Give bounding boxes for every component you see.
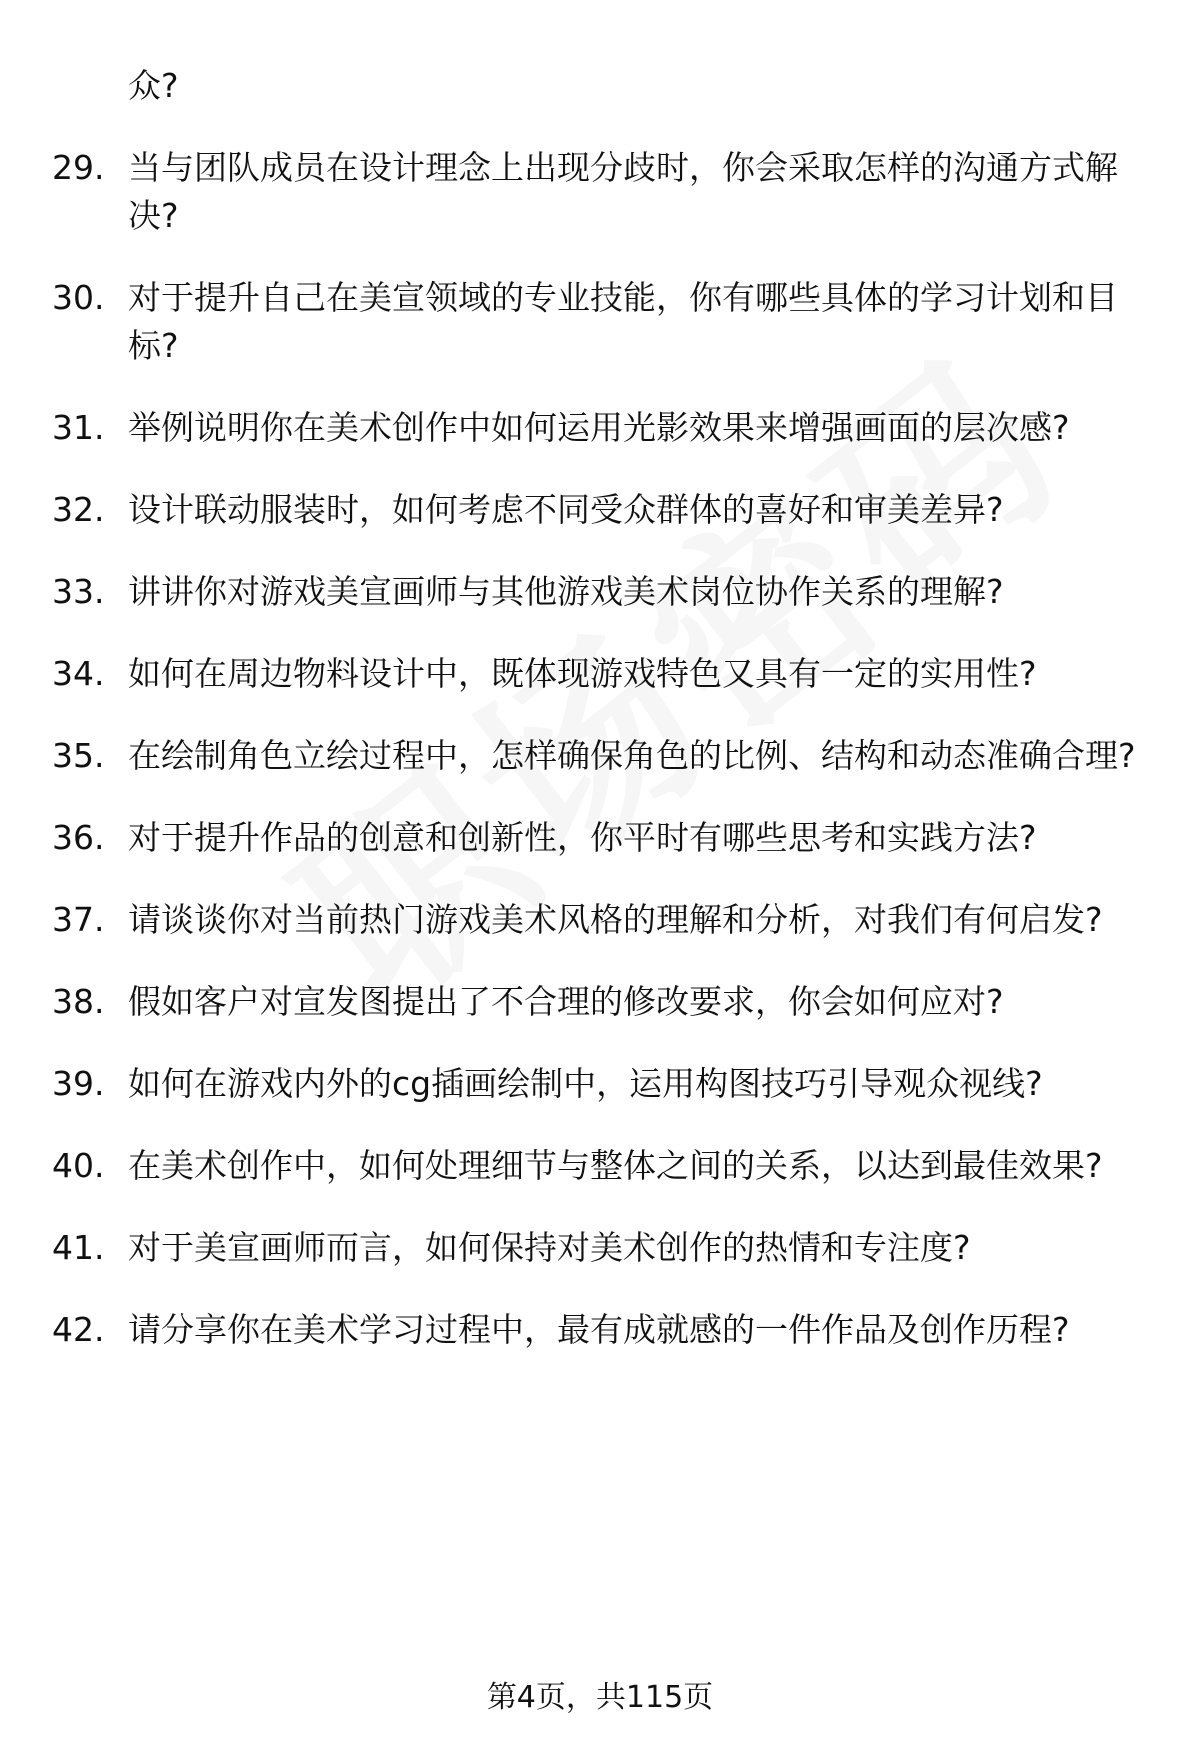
question-text: 对于美宣画师而言，如何保持对美术创作的热情和专注度? <box>128 1228 971 1267</box>
page-footer: 第4页，共115页 <box>486 1680 714 1715</box>
question-item <box>0 1142 1200 1190</box>
question-item <box>0 896 1200 944</box>
question-item <box>0 1306 1200 1354</box>
question-text: 在美术创作中，如何处理细节与整体之间的关系，以达到最佳效果? <box>128 1146 1103 1185</box>
question-item <box>0 486 1200 534</box>
question-text: 假如客户对宣发图提出了不合理的修改要求，你会如何应对? <box>128 982 1004 1021</box>
question-text: 如何在周边物料设计中，既体现游戏特色又具有一定的实用性? <box>128 654 1037 693</box>
question-text: 设计联动服装时，如何考虑不同受众群体的喜好和审美差异? <box>128 490 1004 529</box>
question-item <box>0 732 1200 780</box>
question-number: 37. <box>52 900 105 939</box>
question-number: 36. <box>52 818 105 857</box>
question-text: 请分享你在美术学习过程中，最有成就感的一件作品及创作历程? <box>128 1310 1070 1349</box>
question-number: 29. <box>52 148 105 187</box>
question-item <box>0 568 1200 616</box>
question-text: 举例说明你在美术创作中如何运用光影效果来增强画面的层次感? <box>128 408 1070 447</box>
question-number: 33. <box>52 572 105 611</box>
question-item <box>0 978 1200 1026</box>
question-number: 40. <box>52 1146 105 1185</box>
question-item <box>0 144 1200 240</box>
question-number: 31. <box>52 408 105 447</box>
question-text: 当与团队成员在设计理念上出现分歧时，你会采取怎样的沟通方式解决? <box>128 148 1118 235</box>
question-text: 对于提升自己在美宣领域的专业技能，你有哪些具体的学习计划和目标? <box>128 278 1118 365</box>
question-item <box>0 1060 1200 1108</box>
question-number: 39. <box>52 1064 105 1103</box>
question-item <box>0 814 1200 862</box>
question-list <box>0 144 1200 1388</box>
question-text: 讲讲你对游戏美宣画师与其他游戏美术岗位协作关系的理解? <box>128 572 1004 611</box>
question-text: 请谈谈你对当前热门游戏美术风格的理解和分析，对我们有何启发? <box>128 900 1103 939</box>
question-number: 30. <box>52 278 105 317</box>
question-item <box>0 274 1200 370</box>
question-number: 42. <box>52 1310 105 1349</box>
question-number: 38. <box>52 982 105 1021</box>
question-item <box>0 404 1200 452</box>
question-text: 对于提升作品的创意和创新性，你平时有哪些思考和实践方法? <box>128 818 1037 857</box>
question-number: 32. <box>52 490 105 529</box>
question-item <box>0 650 1200 698</box>
question-number: 35. <box>52 736 105 775</box>
question-item <box>0 1224 1200 1272</box>
question-number: 34. <box>52 654 105 693</box>
question-text: 如何在游戏内外的cg插画绘制中，运用构图技巧引导观众视线? <box>128 1064 1043 1103</box>
question-number: 41. <box>52 1228 105 1267</box>
continuation-text: 众? <box>128 66 179 105</box>
question-text: 在绘制角色立绘过程中，怎样确保角色的比例、结构和动态准确合理? <box>128 736 1136 775</box>
